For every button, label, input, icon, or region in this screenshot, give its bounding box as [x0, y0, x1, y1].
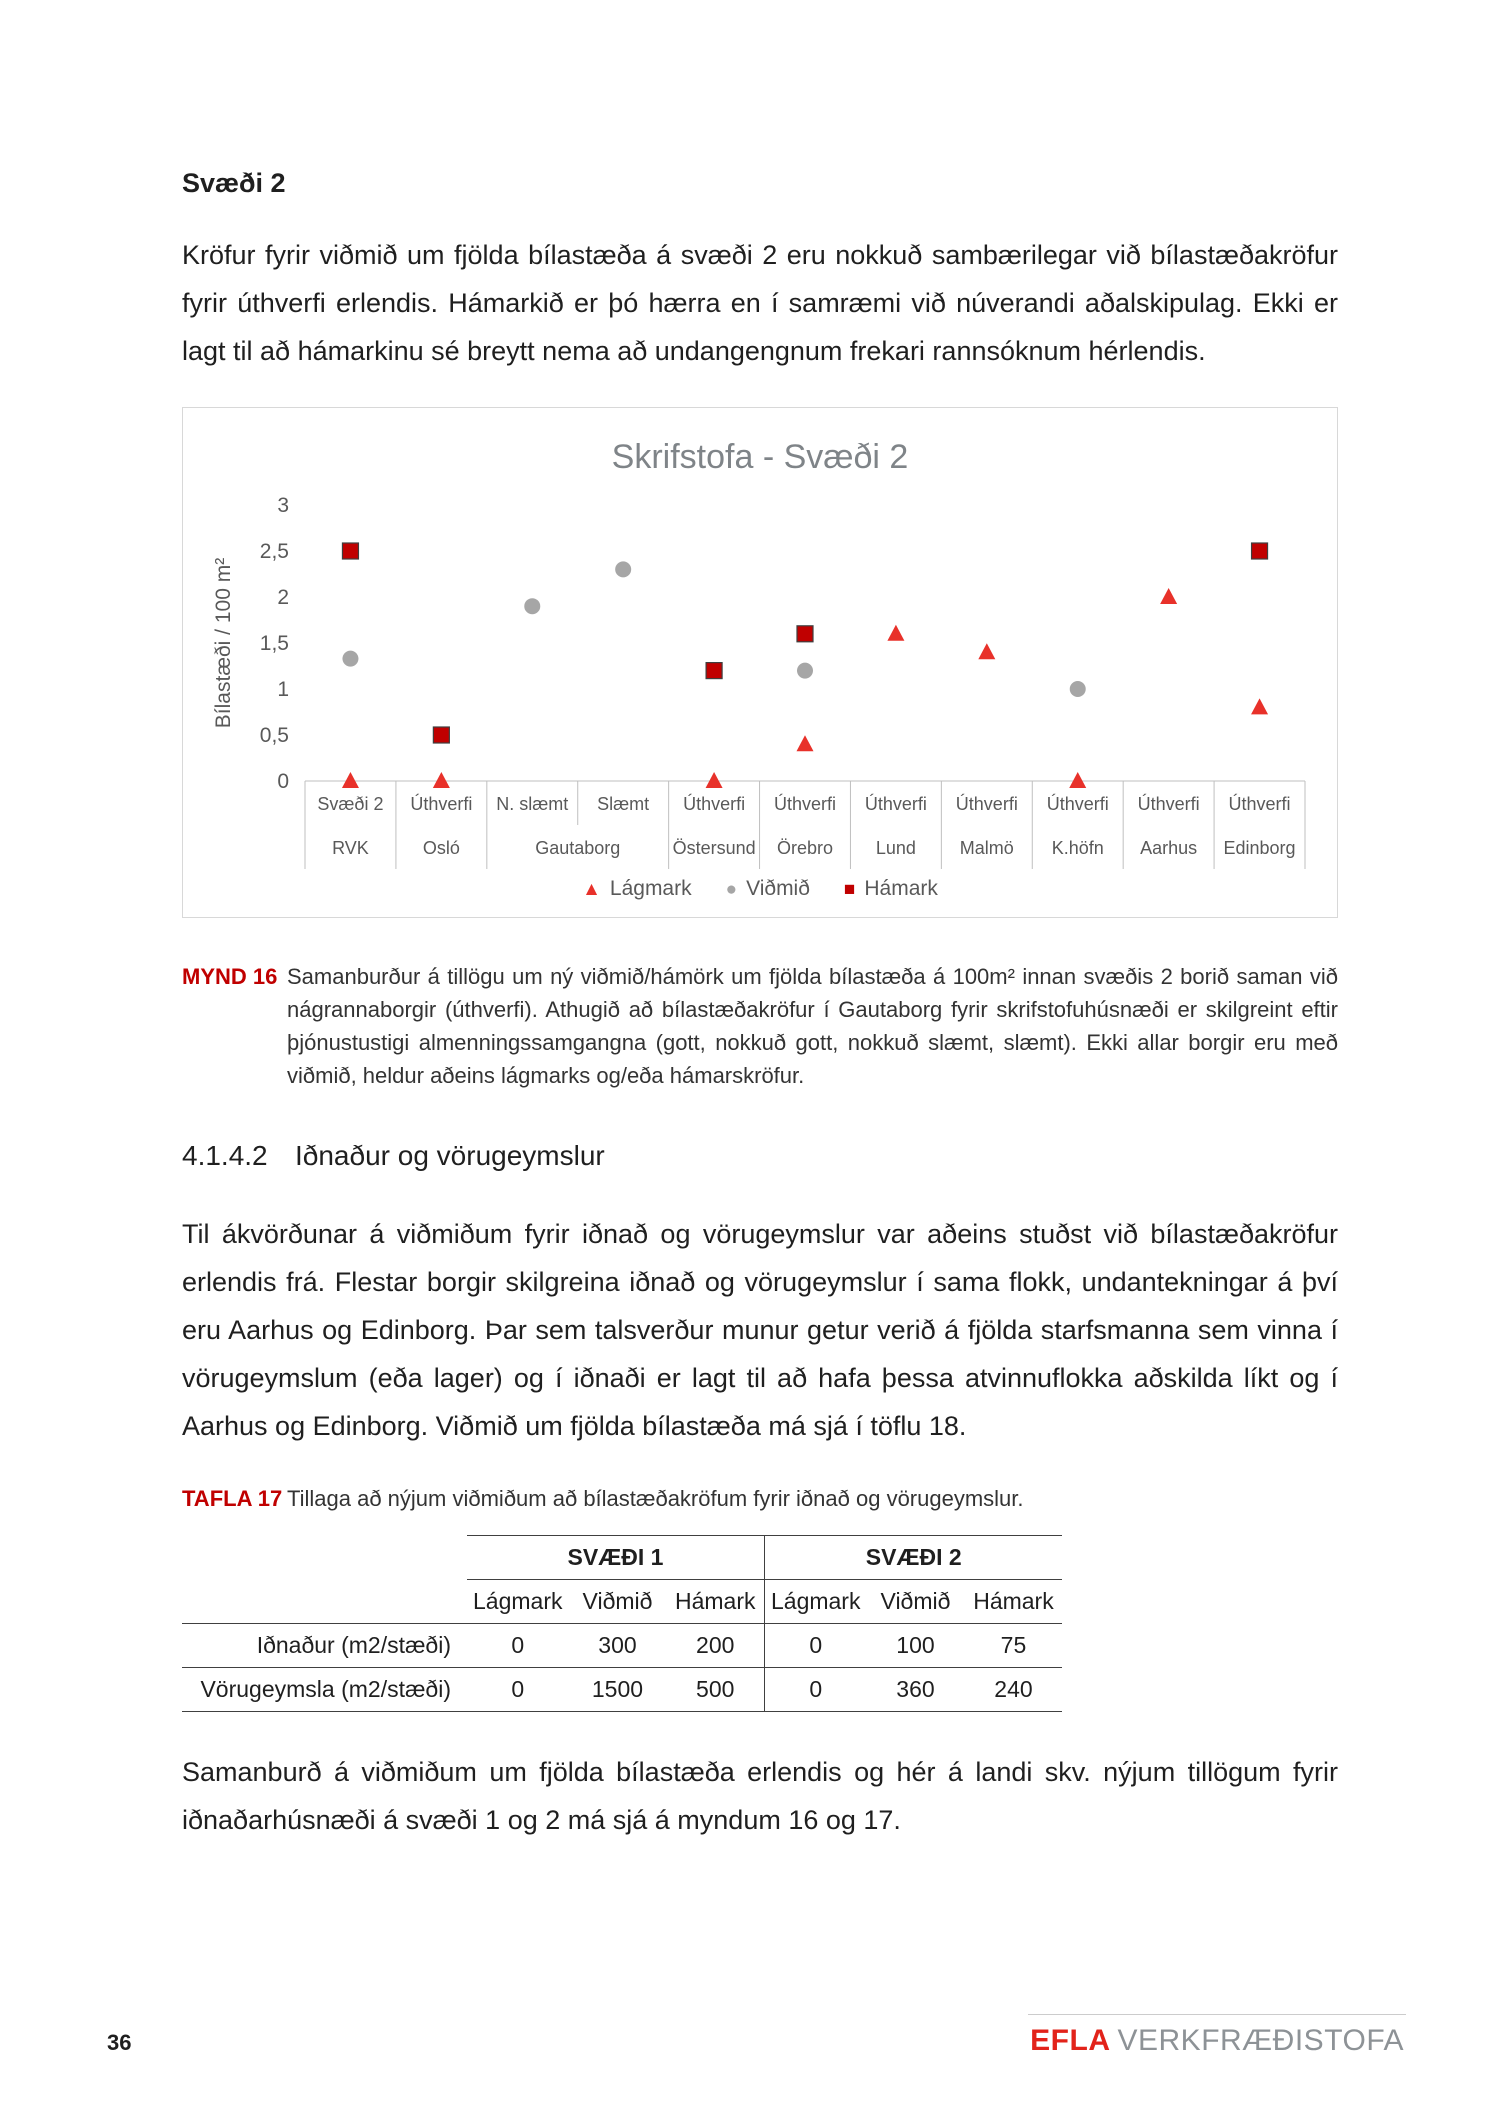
y-tick-label: 1,5 — [259, 632, 289, 656]
legend-item-circle — [726, 877, 810, 901]
marker-lagmark — [433, 772, 450, 788]
page-number: 36 — [107, 2030, 132, 2055]
figure-caption-text: Samanburður á tillögu um ný viðmið/hámörk um fjölda bílastæða á 100m² innan svæðis 2 borið saman við nágrannaborgir (úthverfi). Athugið að bílastæðakröfur í Gautaborg fyrir skrifstofuhúsnæði er skilgreint eftir þjónustustigi almenningssamgangna (gott, nokkuð gott, nokkuð slæmt, slæmt). Ekki allar borgir eru með viðmið, heldur aðeins lágmarks og/eða hámarskröfur. — [287, 964, 1338, 1089]
table-row — [182, 1668, 1062, 1712]
table-caption-label: TAFLA 17 — [182, 1486, 283, 1512]
x-group-label: Aarhus — [1140, 838, 1198, 859]
marker-lagmark — [1251, 699, 1268, 715]
table-caption-text: Tillaga að nýjum viðmiðum að bílastæðakröfum fyrir iðnað og vörugeymslur. — [287, 1486, 1024, 1512]
table-cell: 240 — [964, 1668, 1062, 1712]
y-tick-label: 2 — [277, 586, 289, 610]
y-tick-label: 0,5 — [259, 724, 289, 748]
x-category-label: Úthverfi — [864, 794, 927, 815]
table-cell: 75 — [964, 1624, 1062, 1668]
table-17 — [182, 1535, 1062, 1712]
table-subheader-row — [182, 1580, 1062, 1624]
table-cell: 360 — [866, 1668, 964, 1712]
figure-caption — [182, 960, 1338, 1092]
x-group-label: RVK — [332, 838, 369, 859]
marker-hamark — [433, 727, 449, 743]
y-tick-label: 3 — [277, 494, 289, 518]
x-group-label: Edinborg — [1223, 838, 1296, 859]
x-category-label: Úthverfi — [1137, 794, 1200, 815]
y-tick-label: 2,5 — [259, 540, 289, 564]
efla-logo: EFLA — [1030, 2024, 1111, 2057]
figure-caption-label: MYND 16 — [182, 964, 278, 990]
table-cell: 0 — [764, 1668, 866, 1712]
footer-brand — [1028, 2014, 1406, 2058]
table-group-header-svaedi1: SVÆÐI 1 — [467, 1536, 764, 1580]
table-cell: 300 — [568, 1624, 666, 1668]
x-group-label: Lund — [875, 838, 916, 859]
marker-lagmark — [1160, 588, 1177, 604]
table-column-header: Viðmið — [866, 1580, 964, 1624]
legend-label: Lágmark — [609, 877, 692, 901]
table-cell: 0 — [467, 1624, 568, 1668]
y-tick-label: 0 — [277, 770, 289, 794]
table-column-header: Lágmark — [764, 1580, 866, 1624]
table-row — [182, 1624, 1062, 1668]
table-group-header-row — [182, 1536, 1062, 1580]
table-cell: 0 — [764, 1624, 866, 1668]
marker-hamark — [706, 663, 722, 679]
x-group-label: Osló — [422, 838, 460, 859]
table-caption — [182, 1482, 1338, 1515]
legend-label: Hámark — [864, 877, 938, 901]
figure-16-chart — [182, 407, 1338, 918]
x-category-label: Úthverfi — [955, 794, 1018, 815]
y-axis-title: Bílastæði / 100 m² — [212, 557, 235, 729]
x-category-label: N. slæmt — [496, 794, 569, 815]
x-group-label: Gautaborg — [535, 838, 621, 859]
marker-vidmid — [524, 598, 540, 614]
legend-item-triangle — [582, 877, 692, 901]
x-category-label: Svæði 2 — [317, 794, 384, 815]
table-group-header-svaedi2: SVÆÐI 2 — [764, 1536, 1062, 1580]
subsection-number: 4.1.4.2 — [182, 1140, 268, 1172]
chart-title: Skrifstofa - Svæði 2 — [611, 438, 909, 477]
circle-icon: ● — [725, 878, 738, 900]
table-cell: 200 — [666, 1624, 764, 1668]
x-group-label: Östersund — [672, 838, 756, 859]
table-row-label: Vörugeymsla (m2/stæði) — [182, 1668, 467, 1712]
x-group-label: K.höfn — [1051, 838, 1104, 859]
marker-vidmid — [342, 651, 358, 667]
square-icon: ■ — [843, 878, 856, 900]
table-column-header: Viðmið — [568, 1580, 666, 1624]
x-category-label: Úthverfi — [683, 794, 746, 815]
marker-lagmark — [1069, 772, 1086, 788]
table-column-header: Lágmark — [467, 1580, 568, 1624]
subsection-heading — [182, 1140, 1338, 1172]
table-cell: 1500 — [568, 1668, 666, 1712]
table-column-header: Hámark — [964, 1580, 1062, 1624]
x-category-label: Úthverfi — [773, 794, 837, 815]
body-paragraph: Til ákvörðunar á viðmiðum fyrir iðnað og vörugeymslur var aðeins stuðst við bílastæðakröfur erlendis frá. Flestar borgir skilgreina iðnað og vörugeymslur í sama flokk, undantekningar á því eru Aarhus og Edinborg. Þar sem talsverður munur getur verið á fjölda starfsmanna sem vinna í vörugeymslum (eða lager) og í iðnaði er lagt til að hafa þessa atvinnuflokka aðskilda líkt og í Aarhus og Edinborg. Viðmið um fjölda bílastæða má sjá í töflu 18. — [182, 1219, 1338, 1442]
intro-paragraph: Kröfur fyrir viðmið um fjölda bílastæða á svæði 2 eru nokkuð sambærilegar við bílastæðakröfur fyrir úthverfi erlendis. Hámarkið er þó hærra en í samræmi við núverandi aðalskipulag. Ekki er lagt til að hámarkinu sé breytt nema að undangengnum frekari rannsóknum hérlendis. — [182, 240, 1338, 367]
triangle-icon: ▲ — [582, 878, 601, 900]
table-cell: 0 — [467, 1668, 568, 1712]
marker-hamark — [797, 626, 813, 642]
x-category-label: Úthverfi — [1228, 794, 1291, 815]
marker-lagmark — [887, 625, 904, 641]
x-category-label: Úthverfi — [410, 794, 473, 815]
marker-lagmark — [978, 643, 995, 659]
marker-vidmid — [615, 562, 631, 578]
section-heading: Svæði 2 — [182, 168, 286, 198]
marker-hamark — [342, 543, 358, 559]
x-category-label: Úthverfi — [1046, 794, 1109, 815]
document-content — [182, 168, 1338, 1876]
table-row-label: Iðnaður (m2/stæði) — [182, 1624, 467, 1668]
marker-hamark — [1252, 543, 1268, 559]
legend-item-square — [844, 877, 938, 901]
table-blank-cell — [182, 1536, 467, 1580]
subsection-title: Iðnaður og vörugeymslur — [295, 1140, 605, 1172]
x-group-label: Malmö — [959, 838, 1014, 859]
legend-label: Viðmið — [746, 877, 810, 901]
table-cell: 100 — [866, 1624, 964, 1668]
marker-lagmark — [797, 735, 814, 751]
x-category-label: Slæmt — [597, 794, 650, 815]
y-tick-label: 1 — [277, 678, 289, 702]
chart-legend — [197, 877, 1323, 901]
closing-paragraph: Samanburð á viðmiðum um fjölda bílastæða erlendis og hér á landi skv. nýjum tillögum fyrir iðnaðarhúsnæði á svæði 1 og 2 má sjá á myndum 16 og 17. — [182, 1757, 1338, 1836]
marker-vidmid — [797, 663, 813, 679]
table-column-header: Hámark — [666, 1580, 764, 1624]
table-blank-cell — [182, 1580, 467, 1624]
footer-brand-suffix: VERKFRÆÐISTOFA — [1117, 2024, 1404, 2057]
marker-vidmid — [1070, 681, 1086, 697]
marker-lagmark — [342, 772, 359, 788]
marker-lagmark — [706, 772, 723, 788]
scatter-plot — [200, 491, 1320, 873]
table-cell: 500 — [666, 1668, 764, 1712]
x-group-label: Örebro — [776, 838, 834, 859]
